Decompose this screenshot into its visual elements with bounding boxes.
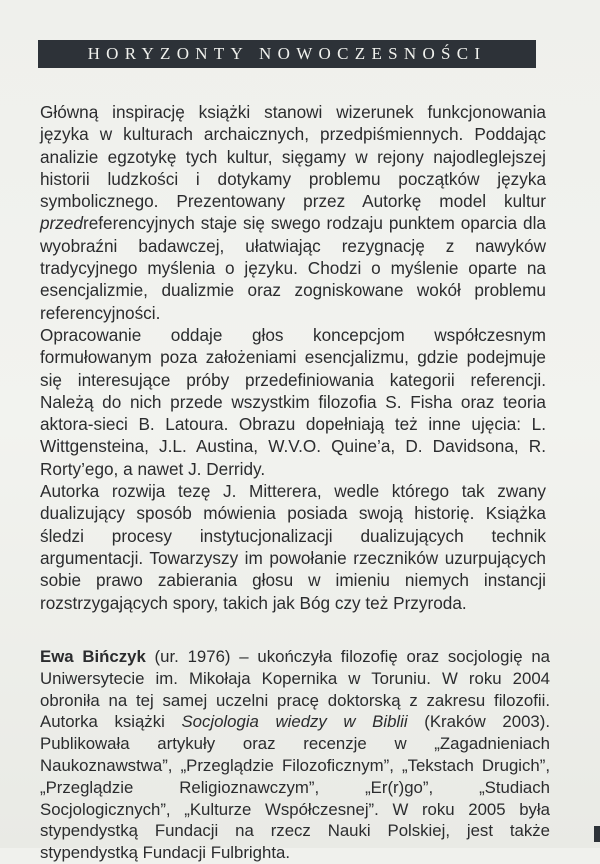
author-bio [40, 646, 550, 864]
description-text: Główną inspirację książki stanowi wizerunek funkcjonowania języka w kulturach archaicznych, przedpiśmiennych. Poddając analizie egzotykę tych kultur, sięgamy w rejony najodleglejszej historii ludzkości i dotykamy problemu początków języka symbolicznego. Prezentowany przez Autorkę model kultur [40, 102, 546, 212]
series-title: HORYZONTY NOWOCZESNOŚCI [87, 44, 487, 63]
author-bio-paragraph [40, 646, 550, 864]
description-paragraph-1 [40, 101, 546, 324]
series-banner [38, 40, 536, 68]
description-paragraph-3: Autorka rozwija tezę J. Mitterera, wedle którego tak zwany dualizujący sposób mówienia posiada swoją historię. Książka śledzi procesy instytucjonalizacji dualizujących technik argumentacji. Towarzyszy im powołanie rzeczników uzurpujących sobie prawo zabierania głosu w imieniu niemych instancji rozstrzygających spory, takich jak Bóg czy też Przyroda. [40, 481, 546, 613]
emphasized-prefix: przed [40, 213, 83, 234]
book-description [40, 101, 546, 614]
author-name: Ewa Bińczyk [40, 647, 146, 666]
description-text: referencyjnych staje się swego rodzaju punktem oparcia dla wyobraźni badawczej, ułatwiając rezygnację z nawyków tradycyjnego myślenia o języku. Chodzi o myślenie oparte na esencjalizmie, dualizmie oraz zogniskowane wokół problemu referencyjności. [40, 213, 546, 323]
bio-text: (ur. 1976) – ukończyła filozofię oraz socjologię na Uniwersytecie im. Mikołaja Kopernika w Toruniu. W roku 2004 obroniła na tej samej uczelni pracę doktorską z zakresu filozofii. Autorka książki [40, 647, 550, 732]
book-title: Socjologia wiedzy w Biblii [181, 712, 408, 732]
description-paragraph-2: Opracowanie oddaje głos koncepcjom współczesnym formułowanym poza założeniami esencjalizmu, gdzie podejmuje się interesujące próby przedefiniowania kategorii referencji. Należą do nich przede wszystkim filozofia S. Fisha oraz teoria aktora-sieci B. Latoura. Obrazu dopełniają też inne ujęcia: L. Wittgensteina, J.L. Austina, W.V.O. Quine’a, D. Davidsona, R. Rorty’ego, a nawet J. Derridy. [40, 324, 546, 479]
bio-text: (Kraków 2003). Publikowała artykuły oraz recenzje w „Zagadnieniach Naukoznawstwa”, „Przeglądzie Filozoficznym”, „Tekstach Drugich”, „Przeglądzie Religioznawczym”, „Er(r)go”, „Studiach Socjologicznych”, „Kulturze Współczesnej”. W roku 2005 była stypendystką Fundacji na rzecz Nauki Polskiej, jest także stypendystką Fundacji Fulbrighta. [40, 712, 551, 863]
edge-mark [594, 826, 600, 842]
